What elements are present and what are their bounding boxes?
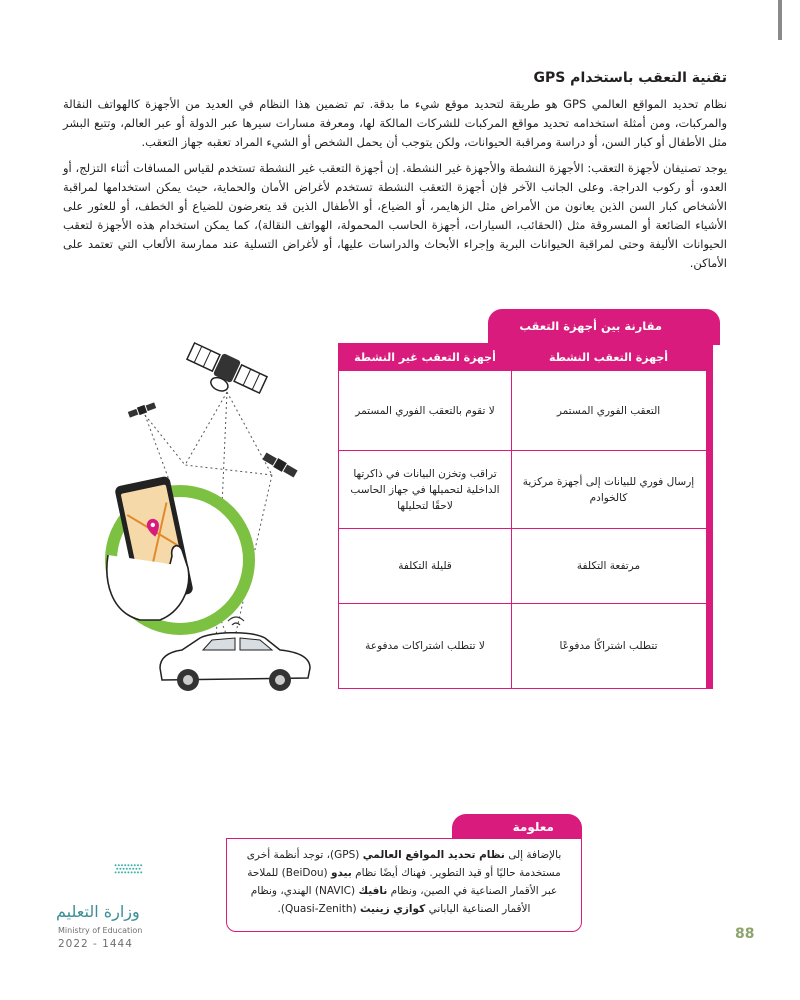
cell-passive-1: لا تقوم بالتعقب الفوري المستمر (355, 404, 495, 417)
cell-active-2: إرسال فوري للبيانات إلى أجهزة مركزية كالخوادم (522, 475, 695, 504)
info-line (241, 882, 567, 900)
phone-map-icon (105, 475, 255, 635)
info-term-navic: نافيك (358, 885, 388, 897)
comparison-title: مقارنة بين أجهزة التعقب (488, 309, 720, 345)
info-text-part: مستخدمة حاليًا أو قيد التطوير. فهناك أيضًا نظام (351, 867, 561, 879)
info-text-part: (BeiDou) للملاحة (247, 867, 331, 879)
cell-passive-2: تراقب وتخزن البيانات في ذاكرتها الداخلية لتحميلها في جهاز الحاسب لاحقًا لتحليلها (350, 467, 500, 512)
satellite-icon (127, 401, 156, 418)
info-box (226, 814, 582, 932)
info-text-part: (Quasi-Zenith). (277, 903, 360, 915)
cell-active-3: مرتفعة التكلفة (576, 560, 641, 572)
satellite-icon (262, 452, 298, 479)
info-text-part: (GPS)، توجد أنظمة أخرى (246, 849, 363, 861)
gps-tracking-illustration (100, 320, 330, 700)
info-term-gps: نظام تحديد المواقع العالمي (362, 849, 505, 861)
ministry-logo-icon (56, 862, 196, 902)
info-text-part: (NAVIC) الهندي، ونظام (250, 885, 359, 897)
header-active: أجهزة التعقب النشطة (511, 344, 706, 371)
paragraph-gps-intro: نظام تحديد المواقع العالمي GPS هو طريقة لتحديد موقع شيء ما بدقة. تم تضمين هذا النظام في العديد من الأجهزة كالهواتف النقالة والمركبات، ومن أمثلة استخدامه تحديد مواقع المركبات للشركات المالكة لها، ومعرفة مسارات سيرها عبر الدولة أو عبر العالم، وتتبع البشر مثل الأطفال أو كبار السن، أو دراسة ومراقبة الحيوانات، ولكن يتوجب أن يحمل الشخص أو الشيء المراد تعقبه جهاز التعقب. (63, 97, 727, 149)
info-title: معلومة (452, 814, 582, 842)
academic-year: 2022 - 1444 (58, 938, 133, 950)
cell-passive-4: لا تتطلب اشتراكات مدفوعة (365, 640, 485, 652)
ministry-name-ar: وزارة التعليم (56, 902, 140, 921)
section-title: تقنية التعقب باستخدام GPS (533, 70, 727, 86)
ministry-name-en: Ministry of Education (58, 926, 143, 935)
info-text-part: عبر الأقمار الصناعية في الصين، ونظام (387, 885, 558, 897)
comparison-table (338, 309, 720, 689)
cell-active-1: التعقب الفوري المستمر (556, 404, 661, 417)
info-line (241, 864, 567, 882)
info-text-part: الأقمار الصناعية الياباني (425, 903, 531, 915)
info-term-qzss: كوازي زينيث (359, 903, 426, 915)
info-text (226, 838, 582, 932)
header-passive: أجهزة التعقب غير النشطة (339, 344, 511, 371)
cell-passive-3: قليلة التكلفة (398, 560, 452, 572)
info-text-part: بالإضافة إلى (504, 849, 562, 861)
info-line (241, 900, 567, 918)
page-edge-line (778, 0, 782, 40)
comparison-grid (338, 343, 713, 689)
page-number: 88 (735, 926, 755, 942)
info-term-beidou: بيدو (330, 867, 352, 879)
cell-active-4: تتطلب اشتراكًا مدفوعًا (559, 640, 658, 652)
info-line (241, 846, 567, 864)
paragraph-tracker-types: يوجد تصنيفان لأجهزة التعقب: الأجهزة النشطة والأجهزة غير النشطة. إن أجهزة التعقب غير النشطة تستخدم لقياس المسافات أثناء التزلج، أو العدو، أو ركوب الدراجة. وعلى الجانب الآخر فإن أجهزة التعقب النشطة تستخدم لأغراض الأمان والحماية، حيث يمكن استخدامها لمراقبة الأشخاص كبار السن الذين يعانون من الأمراض مثل الزهايمر، أو الضياع، أو الأطفال الذين قد يتعرضون للضياع أو الخطف، أو للعثور على الأشياء الضائعة أو المسروقة مثل (الحقائب، السيارات، أجهزة الحاسب المحمولة، الهواتف النقالة)، كما يمكن استخدام هذه الأجهزة لتعقب الحيوانات الأليفة وحتى لمراقبة الحيوانات البرية وإجراء الأبحاث والدراسات عليها، أو لأغراض التسلية عند ممارسة الألعاب التي تعتمد على الأماكن. (63, 161, 727, 270)
